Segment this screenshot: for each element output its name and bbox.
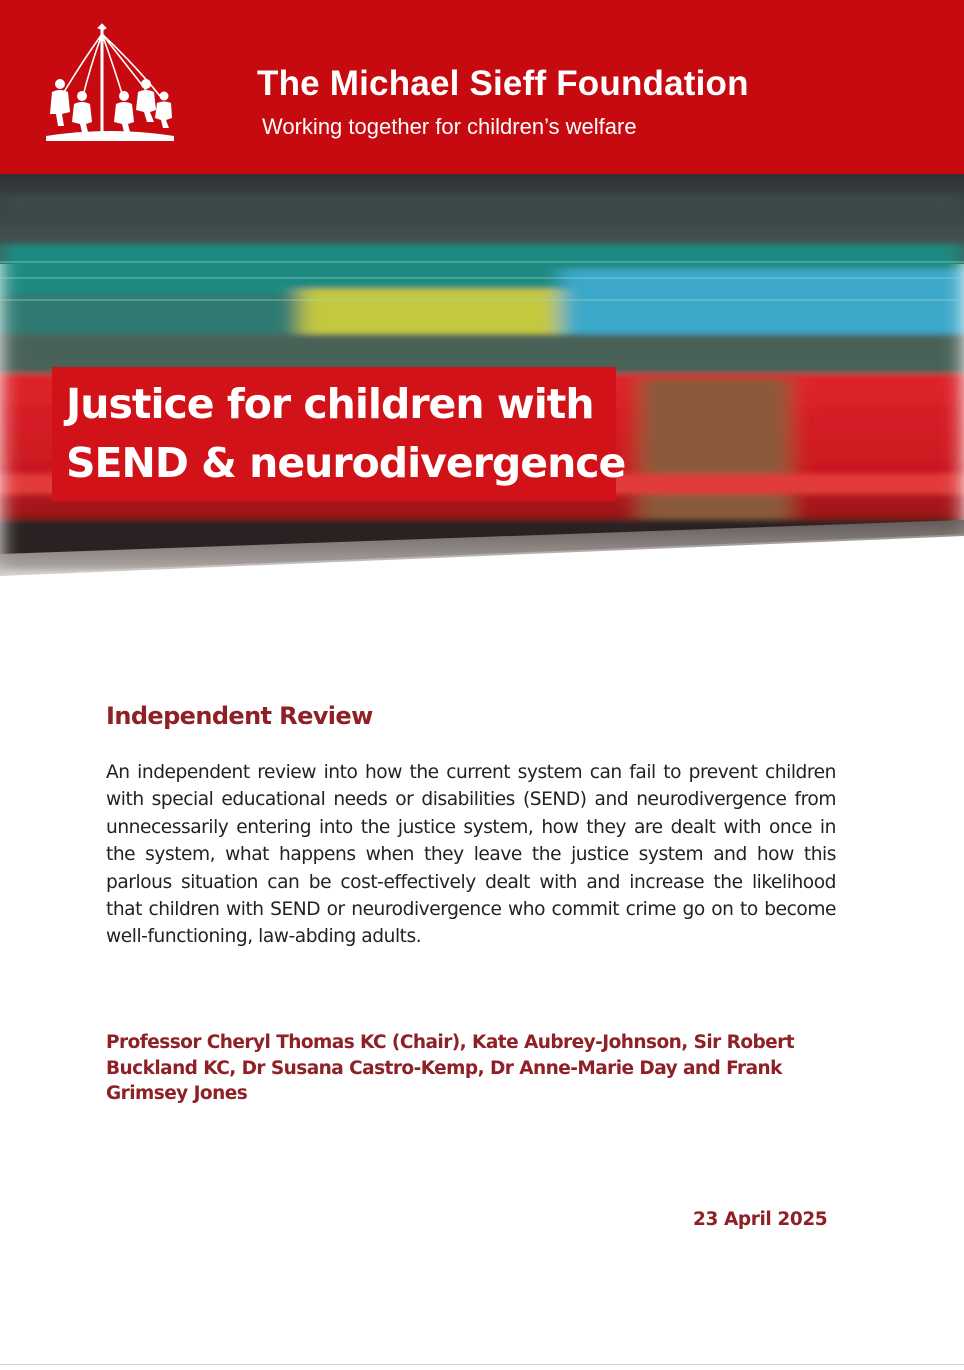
organization-name: The Michael Sieff Foundation — [257, 64, 749, 103]
organization-tagline: Working together for children’s welfare — [262, 114, 637, 139]
maypole-dancers-logo — [42, 22, 178, 146]
cover-title-box — [52, 367, 626, 501]
review-authors: Professor Cheryl Thomas KC (Chair), Kate Aubrey-Johnson, Sir Robert Buckland KC, Dr Susana Castro-Kemp, Dr Anne-Marie Day and Frank Grimsey Jones — [106, 1032, 795, 1104]
header-band — [0, 0, 964, 174]
publication-date: 23 April 2025 — [693, 1209, 828, 1230]
section-heading: Independent Review — [106, 702, 373, 730]
cover-title-line-2: SEND & neurodivergence — [66, 439, 626, 487]
page-bottom-rule — [0, 1364, 964, 1365]
cover-title-line-1: Justice for children with — [66, 380, 594, 428]
review-summary: An independent review into how the current system can fail to prevent children with special educational needs or disabilities (SEND) and neurodivergence from unnecessarily entering into the justice system, how they are dealt with once in the system, what happens when they leave the justice system and how this parlous situation can be cost-effectively dealt with and increase the likelihood that children with SEND or neurodivergence who commit crime go on to become well-functioning, law-abding adults. — [106, 762, 836, 948]
